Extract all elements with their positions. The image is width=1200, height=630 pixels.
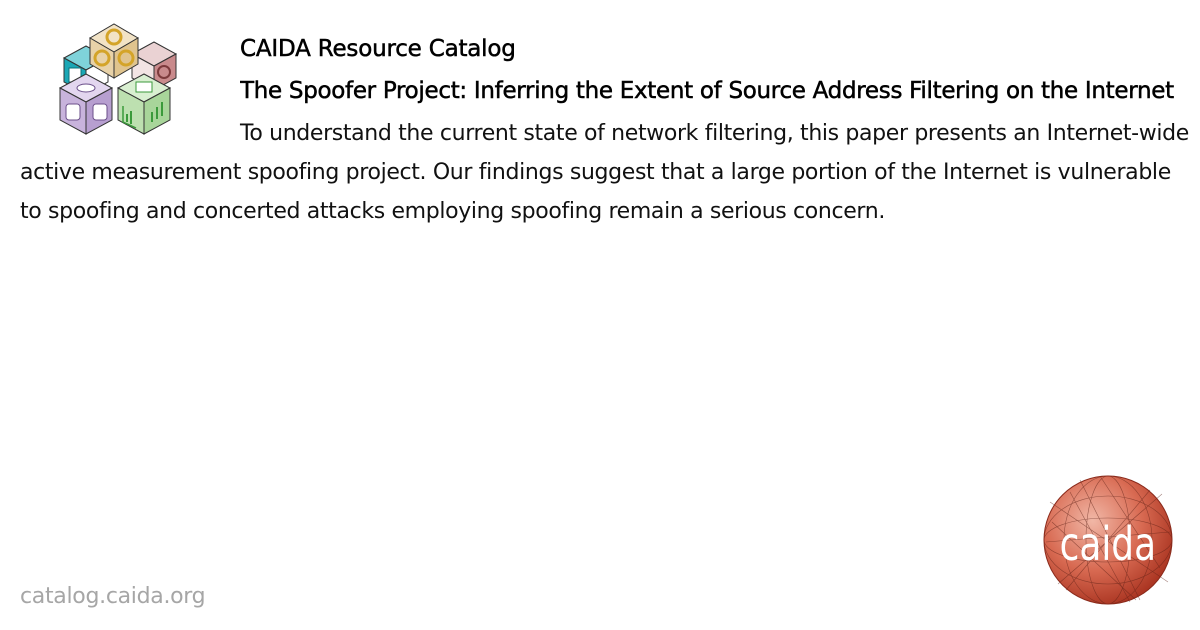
site-url: catalog.caida.org bbox=[20, 584, 206, 609]
resource-title: The Spoofer Project: Inferring the Extent of Source Address Filtering on the Internet bbox=[240, 78, 1174, 104]
resource-description: To understand the current state of network filtering, this paper presents an Internet-wide active measurement spoofing project. Our findings suggest that a large portion of the Internet is vulnerable to spoofing and concerted attacks employing spoofing remain a serious concern. bbox=[20, 121, 1189, 224]
site-name: CAIDA Resource Catalog bbox=[240, 36, 516, 62]
caida-globe-logo bbox=[1040, 472, 1180, 612]
caida-wordmark: caida bbox=[1059, 517, 1157, 572]
